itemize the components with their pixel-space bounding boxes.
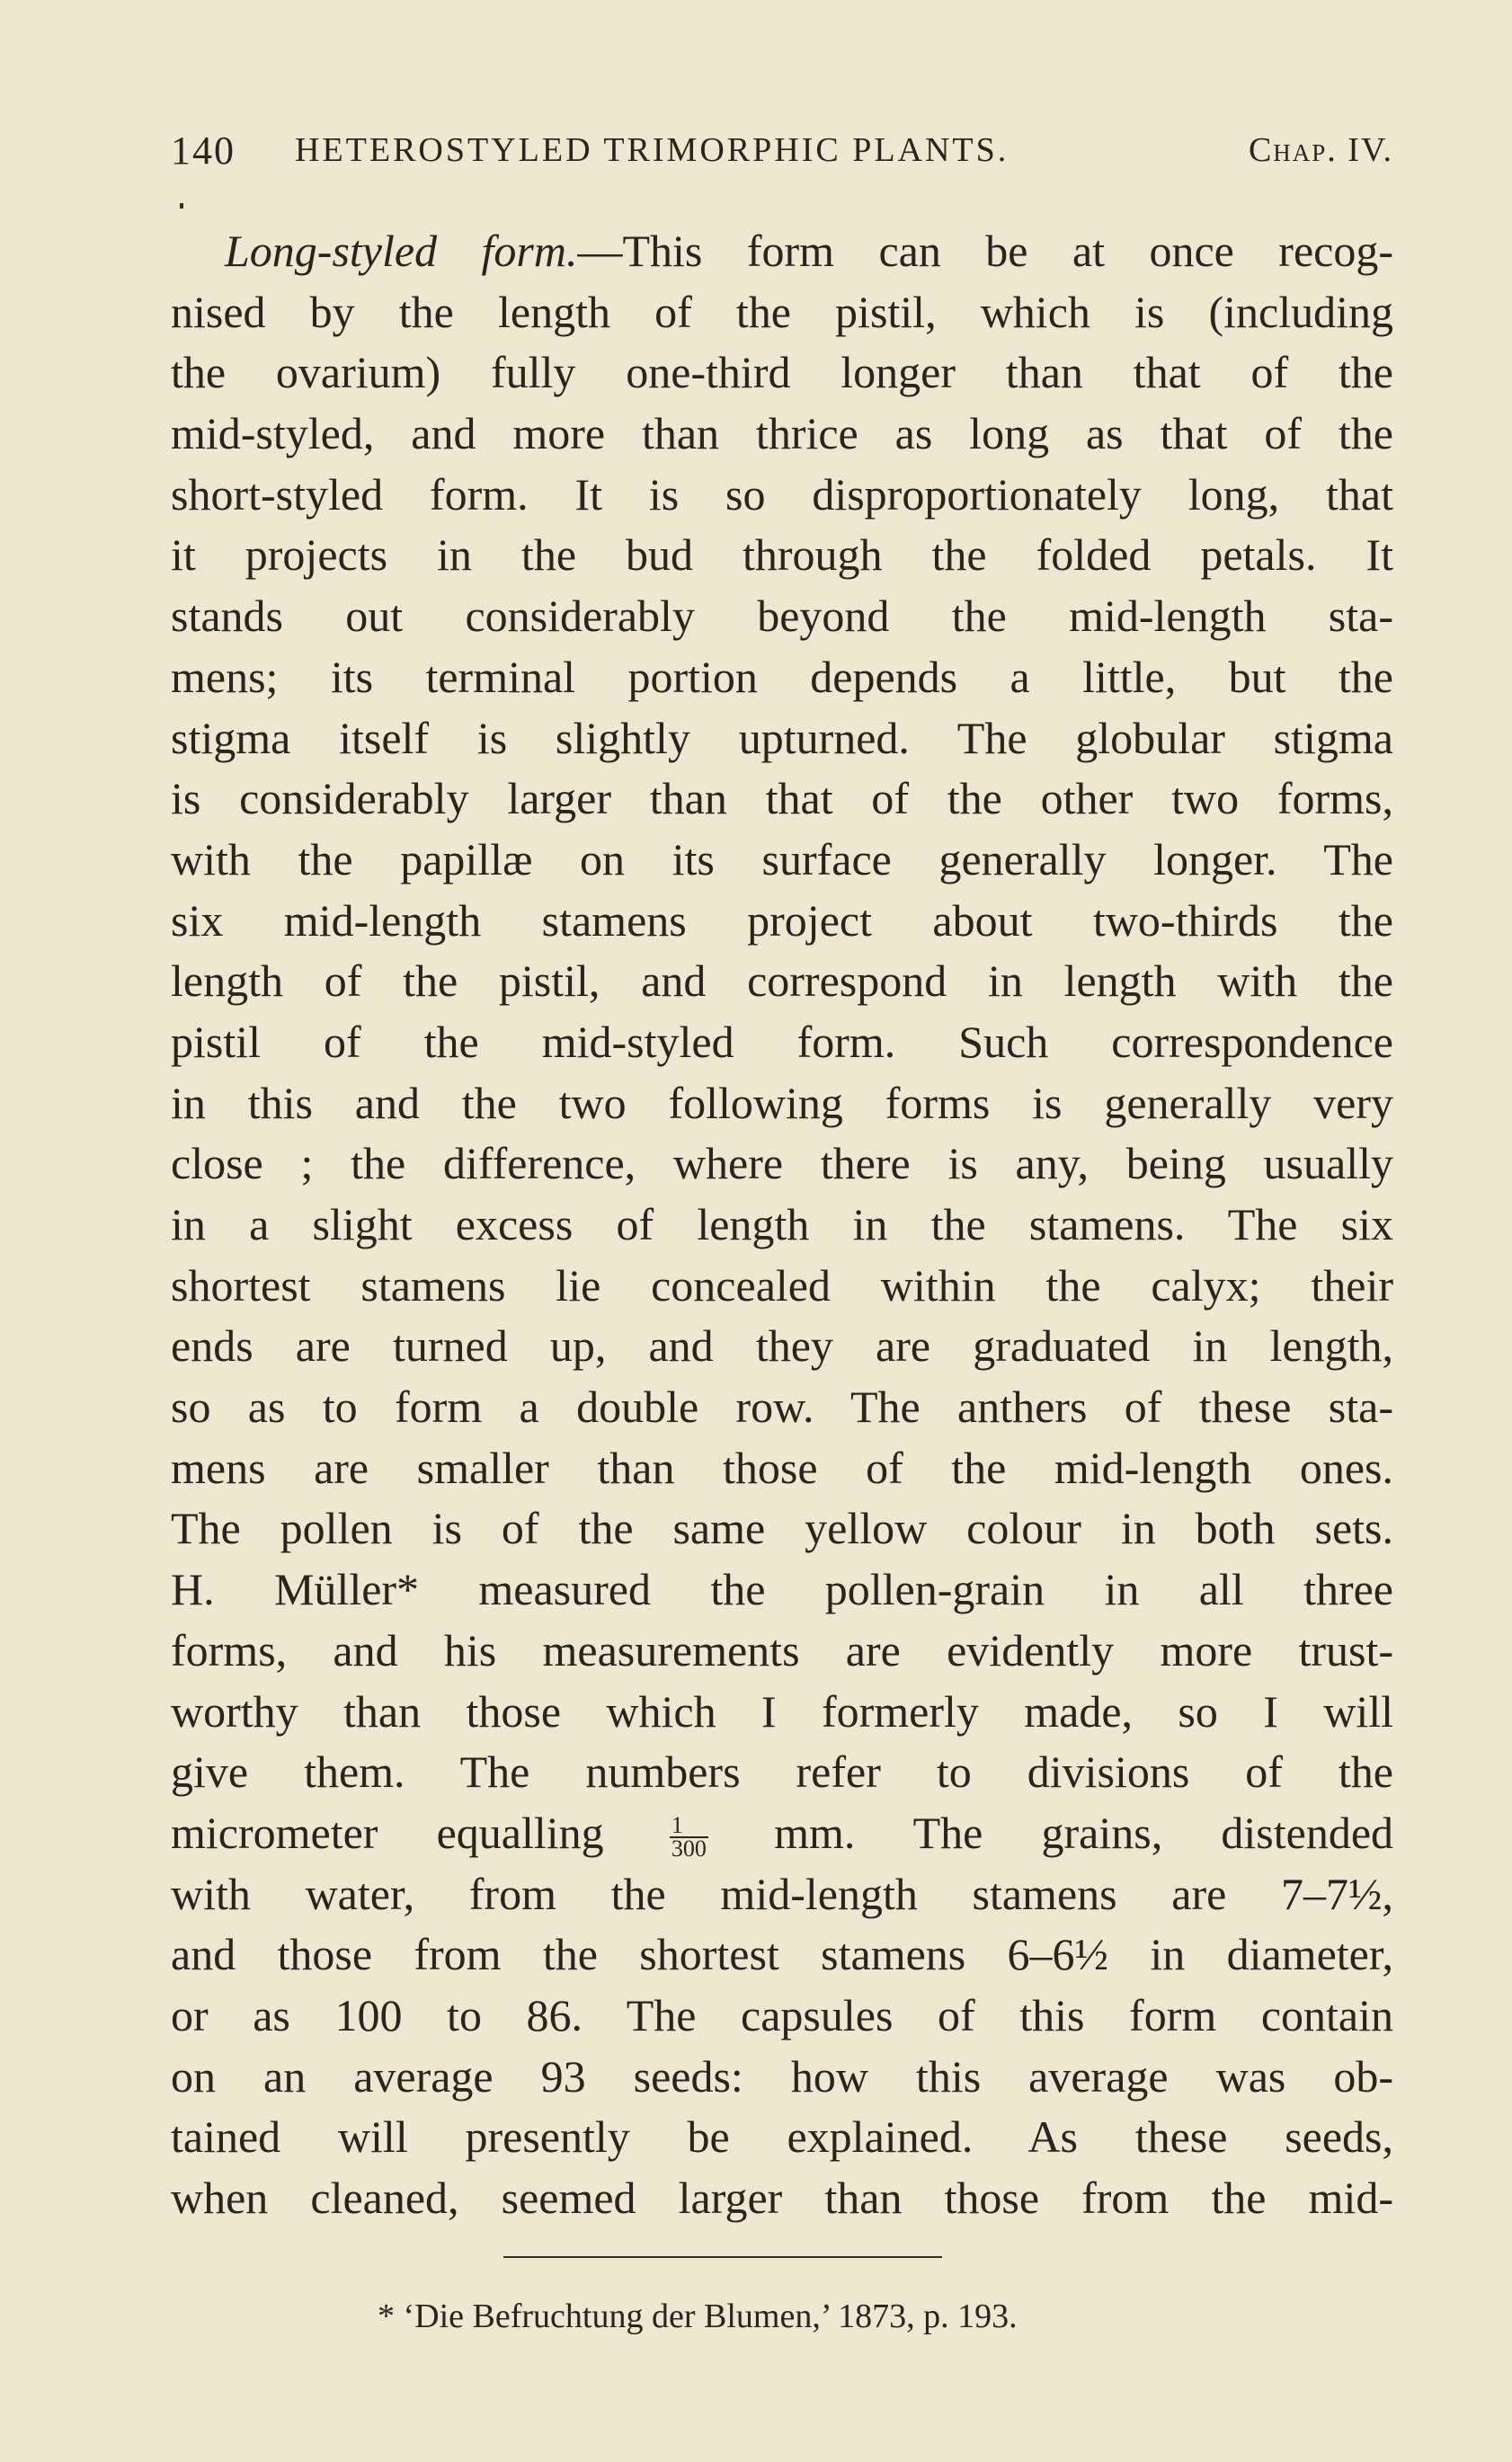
text-line: stands out considerably beyond the mid-length sta-: [171, 591, 1393, 642]
text-line: in this and the two following forms is generally very: [171, 1077, 1393, 1128]
text-line: [171, 221, 1393, 282]
text-line: nised by the length of the pistil, which is (including: [171, 286, 1393, 337]
text-line: forms, and his measurements are evidently more trust-: [171, 1624, 1393, 1675]
text-line: in a slight excess of length in the stamens. The six: [171, 1199, 1393, 1249]
text-line: with the papillæ on its surface generally longer. The: [171, 833, 1393, 884]
text-line: mens are smaller than those of the mid-length ones.: [171, 1442, 1393, 1493]
text-line: short-styled form. It is so disproportionately long, that: [171, 468, 1393, 520]
fraction-numerator: 1: [670, 1815, 708, 1838]
text-line: or as 100 to 86. The capsules of this form contain: [171, 1989, 1393, 2040]
text-segment: micrometer equalling: [171, 1807, 604, 1858]
text-line: H. Müller* measured the pollen-grain in all three: [171, 1564, 1393, 1615]
text-line: tained will presently be explained. As these seeds,: [171, 2111, 1393, 2163]
text-segment: —This form can be at once recog-: [577, 226, 1393, 276]
text-line: mid-styled, and more than thrice as long as that of the: [171, 408, 1393, 459]
print-mark: [180, 203, 183, 209]
text-line: the ovarium) fully one-third longer than that of the: [171, 347, 1393, 398]
text-line: pistil of the mid-styled form. Such correspondence: [171, 1016, 1393, 1067]
page-number: 140: [171, 129, 236, 173]
chapter-label: Chap. IV.: [1248, 131, 1393, 169]
section-lead: Long-styled form.: [225, 226, 578, 276]
text-line: length of the pistil, and correspond in length with the: [171, 955, 1393, 1007]
body-text: [171, 221, 1393, 2229]
text-line: mens; its terminal portion depends a little, but the: [171, 651, 1393, 702]
text-segment: mm. The grains, distended: [774, 1807, 1394, 1858]
text-line: shortest stamens lie concealed within the calyx; their: [171, 1259, 1393, 1311]
running-title: HETEROSTYLED TRIMORPHIC PLANTS.: [295, 131, 1009, 169]
text-line: on an average 93 seeds: how this average was ob-: [171, 2050, 1393, 2102]
text-line: is considerably larger than that of the other two forms,: [171, 773, 1393, 824]
text-line: it projects in the bud through the folded petals. It: [171, 529, 1393, 581]
text-line: worthy than those which I formerly made, so I will: [171, 1685, 1393, 1737]
fraction: [670, 1812, 708, 1862]
page-header: [171, 128, 1393, 191]
text-line: The pollen is of the same yellow colour in both sets.: [171, 1503, 1393, 1554]
fraction-denominator: 300: [671, 1835, 707, 1862]
text-line: and those from the shortest stamens 6–6½ in diameter,: [171, 1929, 1393, 1980]
text-line: stigma itself is slightly upturned. The globular stigma: [171, 712, 1393, 763]
footnote-divider: [503, 2256, 942, 2258]
footnote: * ‘Die Befruchtung der Blumen,’ 1873, p. 193.: [378, 2298, 1018, 2335]
text-line: six mid-length stamens project about two-thirds the: [171, 894, 1393, 946]
text-line: so as to form a double row. The anthers of these sta-: [171, 1382, 1393, 1433]
text-line: [171, 1803, 1393, 1864]
text-line: when cleaned, seemed larger than those from the mid-: [171, 2173, 1393, 2223]
text-line: with water, from the mid-length stamens are 7–7½,: [171, 1868, 1393, 1919]
text-line: ends are turned up, and they are graduated in length,: [171, 1320, 1393, 1372]
text-line: give them. The numbers refer to divisions of the: [171, 1747, 1393, 1798]
text-line: close ; the difference, where there is any, being usually: [171, 1138, 1393, 1189]
